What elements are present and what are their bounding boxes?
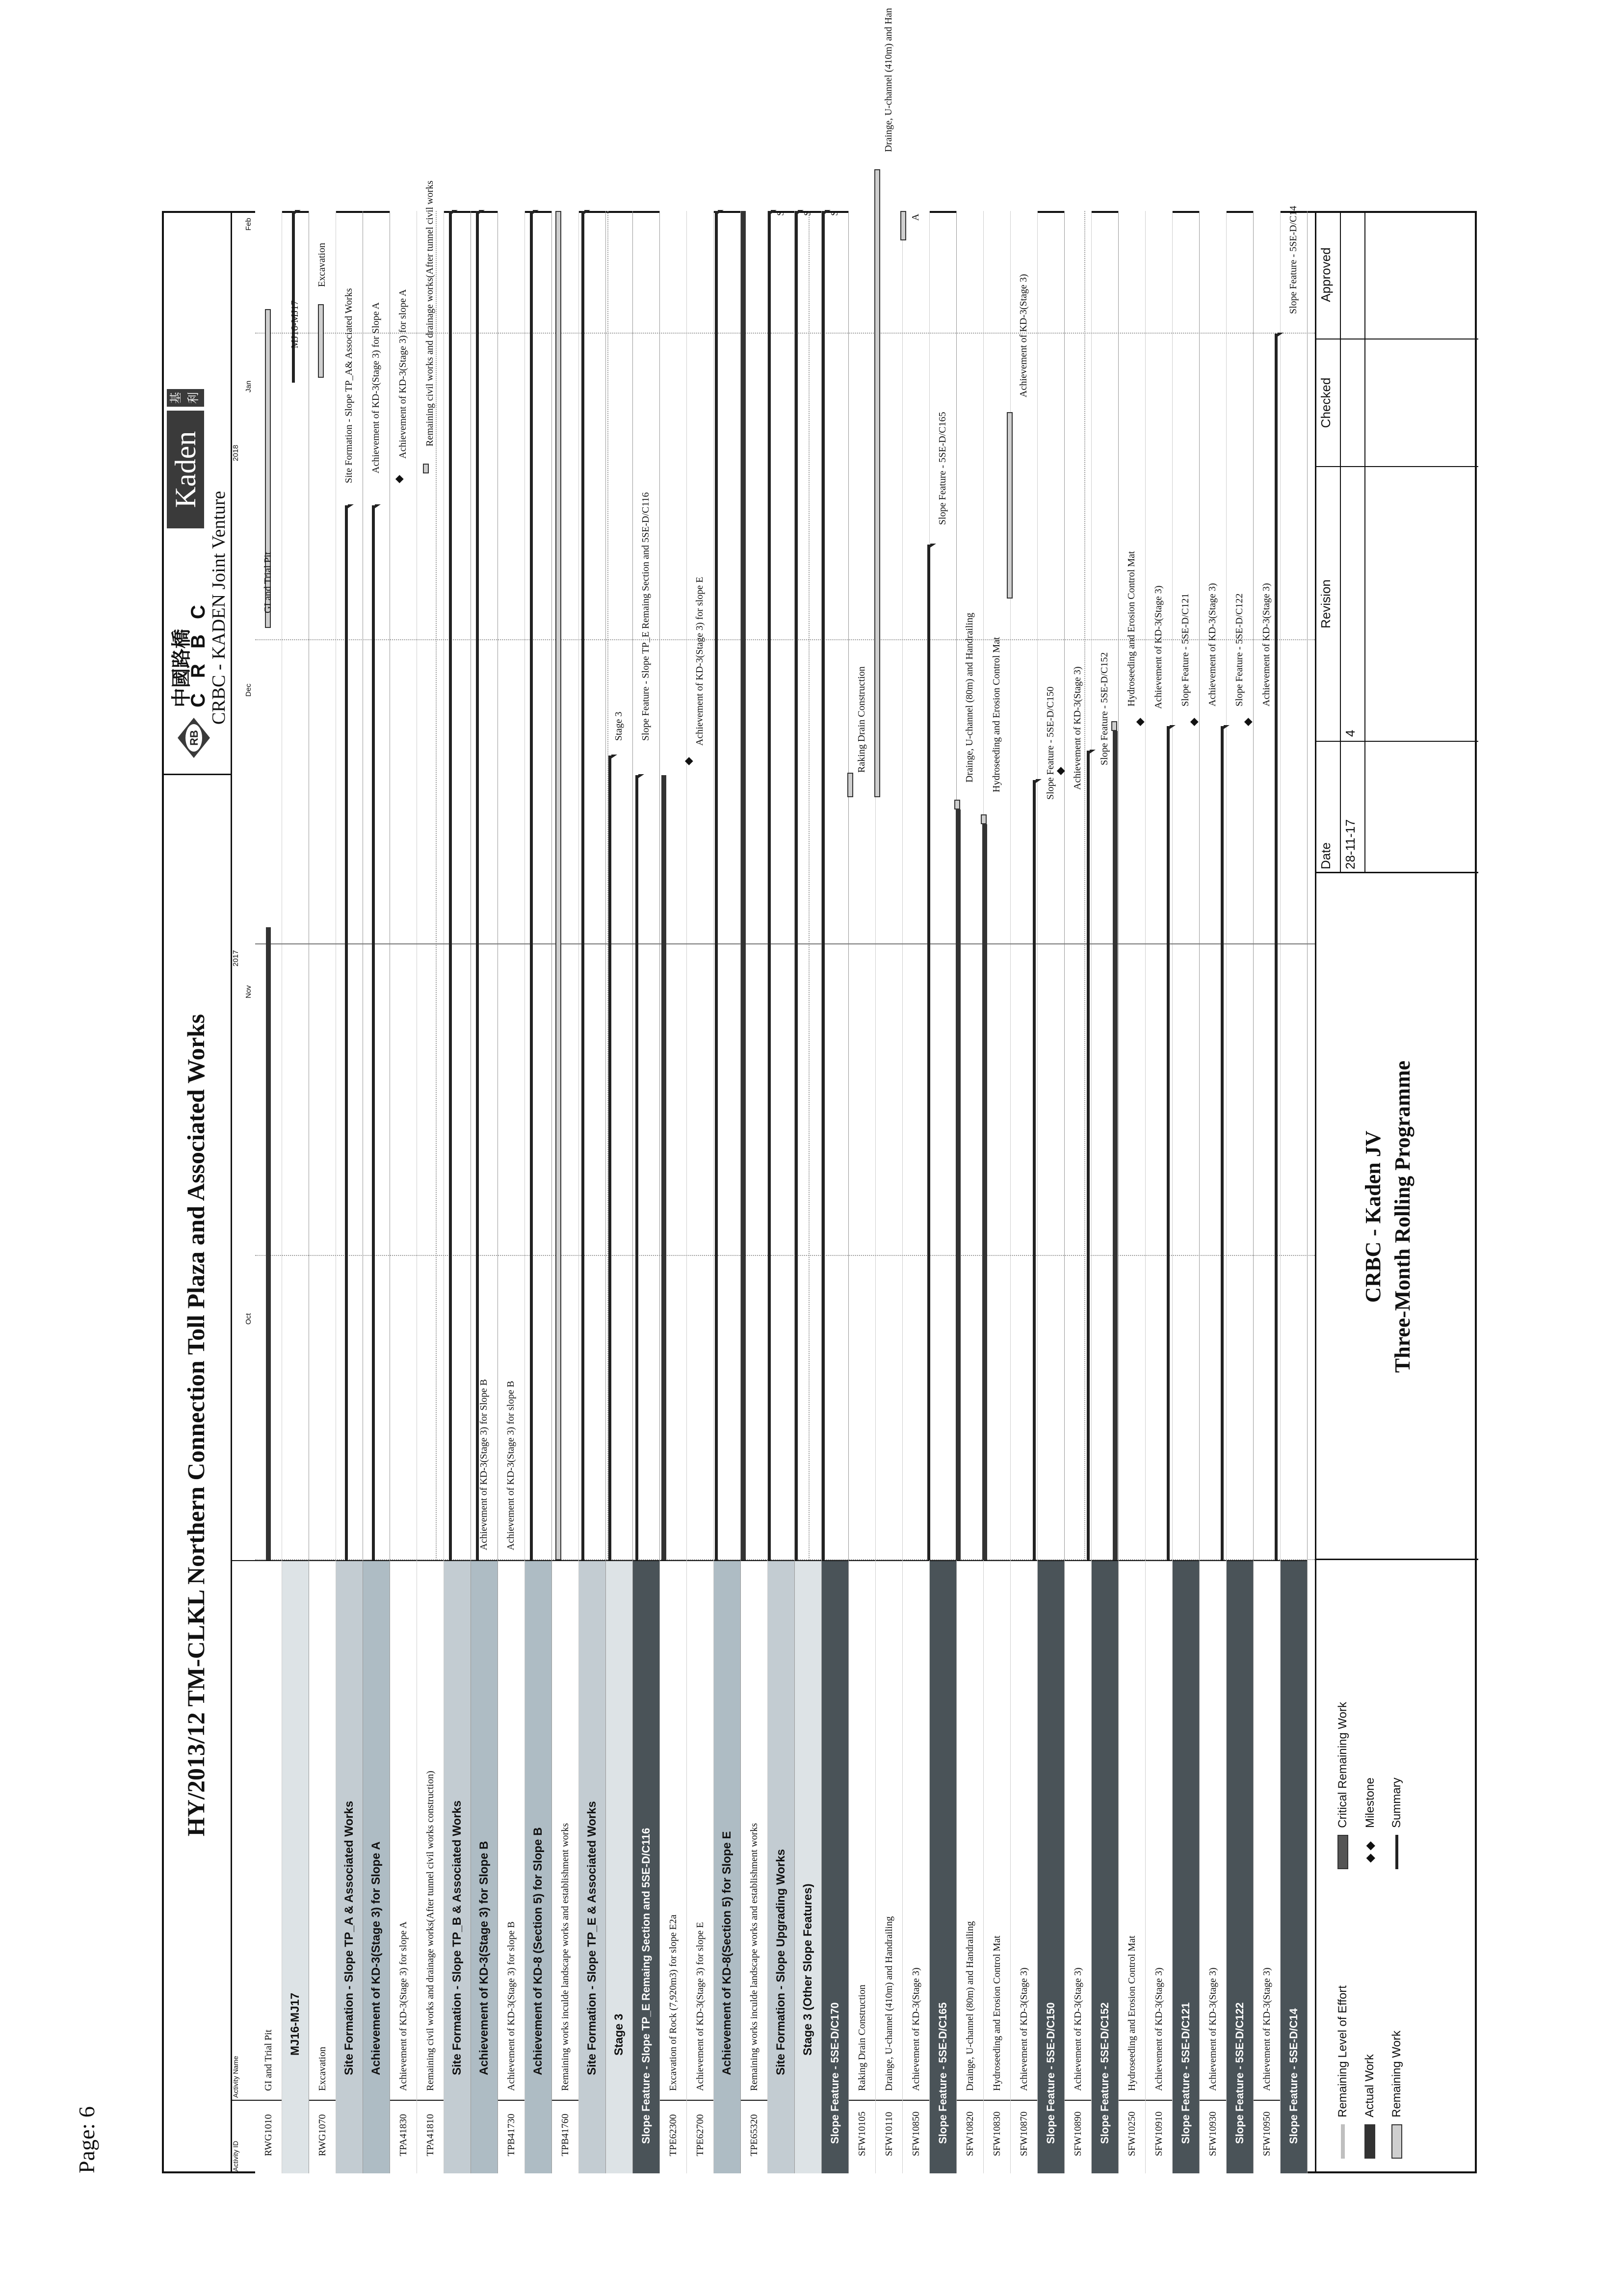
- remaining-work-bar: [1007, 412, 1013, 599]
- logo-kaden: Kaden: [167, 411, 204, 528]
- wbs-group-name: Slope Feature - 5SE-D/C121: [1173, 1560, 1199, 2173]
- actual-work-bar: [982, 824, 987, 1560]
- wbs-group-name: Site Formation - Slope TP_E & Associated Works: [579, 1560, 605, 2173]
- gantt-timeline: [255, 8, 1315, 1560]
- revision-number: 4: [1341, 466, 1365, 741]
- summary-bar: [372, 505, 375, 1560]
- bar-label: Excavation: [316, 243, 327, 287]
- wbs-group-name: Achievement of KD-3(Stage 3) for Slope B: [471, 1560, 498, 2173]
- wbs-group-name: Slope Feature - 5SE-D/C165: [930, 1560, 956, 2173]
- bar-label: Drainge, U-channel (410m) and Han: [883, 8, 894, 152]
- milestone-icon: ◆: [1187, 718, 1200, 726]
- activity-id: TPE62700: [687, 2100, 713, 2173]
- revision-approved: [1341, 211, 1365, 339]
- revision-blank: [1365, 741, 1478, 873]
- joint-venture-name: CRBC - KADEN Joint Venture: [209, 491, 229, 725]
- bar-label: Achievement of KD-3(Stage 3): [1018, 274, 1029, 397]
- wbs-group-name: Site Formation - Slope TP_B & Associated Works: [444, 1560, 471, 2173]
- bar-label: Achievement of KD-3(Stage 3): [1072, 666, 1083, 790]
- document-title: HY/2013/12 TM-CLKL Northern Connection Toll Plaza and Associated Works: [182, 1014, 210, 1837]
- activity-name: Drainge, U-channel (80m) and Handrailing: [957, 1560, 983, 2100]
- logo-crbc: C R B C: [187, 600, 209, 707]
- activity-name: Achievement of KD-3(Stage 3): [1146, 1560, 1172, 2100]
- summary-bar: [449, 211, 452, 1560]
- activity-id: SFW10890: [1065, 2100, 1091, 2173]
- activity-name: Raking Drain Construction: [849, 1560, 875, 2100]
- summary-icon: [1395, 1835, 1398, 1869]
- remaining-work-bar: [981, 814, 987, 824]
- activity-id-header: Activity ID: [231, 2100, 255, 2173]
- title-band: [162, 211, 232, 2173]
- legend-swatch: [1337, 1835, 1348, 1869]
- revision-blank: [1365, 339, 1478, 466]
- bar-label: Achievement of KD-3(Stage 3) for slope E: [694, 576, 705, 746]
- activity-name: Hydroseeding and Erosion Control Mat: [984, 1560, 1010, 2100]
- wbs-group-name: Slope Feature - Slope TP_E Remaing Section and 5SE-D/C116: [633, 1560, 659, 2173]
- wbs-group-name: Slope Feature - 5SE-D/C152: [1092, 1560, 1118, 2173]
- activity-id: SFW10910: [1146, 2100, 1172, 2173]
- bar-label: Achievement of KD-3(Stage 3) for Slope A: [370, 302, 381, 473]
- bar-label: Slope Feature - 5SE-D/C165: [937, 412, 948, 525]
- summary-bar: [1167, 726, 1170, 1560]
- legend-label: Milestone: [1363, 1777, 1377, 1828]
- wbs-group-name: Slope Feature - 5SE-D/C122: [1227, 1560, 1253, 2173]
- month-label: Jan: [244, 380, 253, 392]
- activity-name: Achievement of KD-3(Stage 3): [1065, 1560, 1091, 2100]
- wbs-group-name: Slope Feature - 5SE-D/C14: [1281, 1560, 1307, 2173]
- hgrid: [436, 211, 437, 1560]
- legend-item: [1336, 1702, 1350, 1869]
- summary-bar: [1087, 751, 1090, 1560]
- summary-bar: [476, 211, 479, 1560]
- activity-id: SFW10105: [849, 2100, 875, 2173]
- summary-bar: [795, 211, 798, 1560]
- activity-name: Achievement of KD-3(Stage 3) for slope B: [498, 1560, 524, 2100]
- bar-label: Achievement of KD-3(Stage 3) for Slope B: [478, 1379, 489, 1550]
- activity-id: SFW10930: [1200, 2100, 1226, 2173]
- activity-id: SFW10850: [903, 2100, 929, 2173]
- programme-sheet: [162, 8, 1477, 2173]
- programme-name: Three-Month Rolling Programme: [1390, 1060, 1414, 1373]
- activity-name: Remaining civil works and drainage works(After tunnel civil works construction): [417, 1560, 444, 2100]
- bar-label: Slope Feature - Slope TP_E Remaing Section and 5SE-D/C116: [640, 492, 651, 741]
- wbs-group-name: Slope Feature - 5SE-D/C170: [822, 1560, 848, 2173]
- month-label: Oct: [244, 1313, 253, 1325]
- bar-label: Slope Feature - 5SE-D/C121: [1180, 593, 1191, 706]
- legend-item: [1390, 2031, 1404, 2159]
- activity-name: Achievement of KD-3(Stage 3): [1200, 1560, 1226, 2100]
- activity-name: Achievement of KD-3(Stage 3) for slope A: [390, 1560, 417, 2100]
- bar-label: Achievement of KD-3(Stage 3) for slope B: [505, 1381, 516, 1550]
- activity-id: RWG1070: [309, 2100, 336, 2173]
- summary-bar: [608, 756, 611, 1560]
- hgrid: [809, 211, 810, 1560]
- activity-name: Excavation: [309, 1560, 336, 2100]
- logo-kaden-chinese: 基 利: [167, 389, 204, 407]
- remaining-work-bar: [847, 773, 853, 797]
- activity-id: TPA41830: [390, 2100, 417, 2173]
- bar-label: S: [775, 210, 786, 216]
- remaining-work-bar: [1111, 721, 1117, 731]
- bar-label: Raking Drain Construction: [856, 666, 867, 773]
- activity-id: TPE62300: [660, 2100, 686, 2173]
- bar-label: Site Formation - Slope TP_A& Associated Works: [343, 288, 354, 483]
- revision-table: [1316, 211, 1478, 873]
- revision-header: Checked: [1316, 339, 1341, 466]
- legend-item: [1336, 1985, 1350, 2159]
- activity-name: GI and Trial Pit: [255, 1560, 282, 2100]
- wbs-group-name: Achievement of KD-3(Stage 3) for Slope A: [363, 1560, 390, 2173]
- legend-item: [1390, 1777, 1404, 1869]
- revision-checked: [1341, 339, 1365, 466]
- legend-item: [1363, 1777, 1377, 1869]
- bar-label: Stage 3: [613, 711, 624, 741]
- summary-bar: [1033, 780, 1036, 1560]
- bar-label: Slope Feature - 5SE-D/C150: [1045, 686, 1056, 800]
- activity-id: SFW10830: [984, 2100, 1010, 2173]
- activity-id: TPB41730: [498, 2100, 524, 2173]
- actual-work-bar: [1113, 731, 1118, 1560]
- activity-name: Achievement of KD-3(Stage 3) for slope E: [687, 1560, 713, 2100]
- company-name: CRBC - Kaden JV: [1361, 1130, 1385, 1303]
- summary-bar: [1221, 726, 1224, 1560]
- legend-item: [1363, 2054, 1377, 2159]
- summary-bar: [768, 211, 771, 1560]
- bar-label: S: [829, 210, 840, 216]
- month-label: Dec: [244, 683, 253, 697]
- summary-bar: [927, 545, 930, 1560]
- wbs-group-name: Site Formation - Slope TP_A & Associated Works: [336, 1560, 363, 2173]
- activity-id: SFW10870: [1011, 2100, 1037, 2173]
- year-label: 2017: [232, 950, 240, 966]
- svg-text:RB: RB: [188, 730, 200, 746]
- legend-label: Summary: [1390, 1777, 1403, 1828]
- activity-name: Remaining works inculde landscape works and establishment works: [741, 1560, 767, 2100]
- activity-name: Achievement of KD-3(Stage 3): [903, 1560, 929, 2100]
- bar-label: Achievement of KD-3(Stage 3): [1153, 585, 1164, 709]
- wbs-group-name: MJ16-MJ17: [282, 1560, 309, 2173]
- legend-label: Critical Remaining Work: [1336, 1702, 1349, 1828]
- legend: [1316, 1559, 1478, 2173]
- legend-swatch: [1341, 2124, 1345, 2159]
- bar-label: A: [910, 213, 921, 221]
- summary-bar: [292, 211, 295, 383]
- activity-name: Achievement of KD-3(Stage 3): [1254, 1560, 1280, 2100]
- gridline: [255, 1255, 1315, 1256]
- activity-name: Drainge, U-channel (410m) and Handrailing: [876, 1560, 902, 2100]
- revision-header: Revision: [1316, 466, 1341, 741]
- legend-label: Actual Work: [1363, 2054, 1376, 2117]
- month-label: Nov: [244, 985, 253, 998]
- activity-name-header: Activity Name: [231, 1560, 255, 2100]
- bar-label: S: [802, 210, 813, 216]
- activity-id: TPB41760: [552, 2100, 578, 2173]
- timescale-header: [231, 211, 255, 1560]
- wbs-group-name: Stage 3 (Other Slope Features): [795, 1560, 821, 2173]
- remaining-work-bar: [423, 464, 429, 473]
- bar-label: Slope Feature - 5SE-D/C14: [1288, 206, 1299, 314]
- actual-work-bar: [266, 927, 271, 1560]
- legend-swatch: [1391, 2124, 1402, 2159]
- column-header-row: [231, 211, 256, 2173]
- summary-bar: [715, 211, 718, 1560]
- remaining-work-bar: [900, 211, 906, 240]
- activity-name: Excavation of Rock (7,920m3) for slope E2a: [660, 1560, 686, 2100]
- actual-work-bar: [741, 211, 746, 1560]
- summary-bar: [345, 505, 348, 1560]
- activity-id: SFW10820: [957, 2100, 983, 2173]
- month-gridline: [255, 943, 1315, 944]
- summary-bar: [530, 211, 533, 1560]
- year-label: 2018: [232, 444, 240, 461]
- summary-bar: [581, 211, 584, 1560]
- logo-chinese-name: 中國路橋: [170, 629, 193, 707]
- bar-label: Drainge, U-channel (80m) and Handrailing: [964, 613, 975, 783]
- remaining-work-bar: [318, 304, 324, 378]
- bar-label: Remaining civil works and drainage works(After tunnel civil works: [424, 180, 435, 446]
- bar-label: MJ16-MJ17: [289, 300, 300, 348]
- legend-label: Remaining Level of Effort: [1336, 1985, 1349, 2117]
- milestone-icon: ◆: [1241, 718, 1254, 726]
- wbs-group-name: Site Formation - Slope Upgrading Works: [768, 1560, 794, 2173]
- milestone-icon: ◆ ◆: [1363, 1841, 1377, 1863]
- activity-id: TPA41810: [417, 2100, 444, 2173]
- gridline: [255, 333, 1315, 334]
- hgrid: [1084, 211, 1085, 1560]
- wbs-group-name: Stage 3: [606, 1560, 632, 2173]
- activity-name: Remaining works inculde landscape works and establishment works: [552, 1560, 578, 2100]
- month-label: Feb: [244, 218, 253, 231]
- milestone-icon: ◆: [1054, 767, 1066, 775]
- bar-label: GI and Trial Pit: [262, 551, 273, 613]
- activity-id: SFW10110: [876, 2100, 902, 2173]
- activity-id: TPE65320: [741, 2100, 767, 2173]
- milestone-icon: ◆: [1133, 718, 1146, 726]
- footer: [1315, 211, 1478, 2173]
- revision-header: Date: [1316, 741, 1341, 873]
- actual-work-bar: [661, 775, 666, 1560]
- bar-label: Hydroseeding and Erosion Control Mat: [991, 637, 1002, 792]
- timeline-edge: [255, 1559, 1315, 1560]
- wbs-group-name: Achievement of KD-8 (Section 5) for Slope B: [525, 1560, 551, 2173]
- activity-id: SFW10950: [1254, 2100, 1280, 2173]
- rb-logo-icon: [177, 717, 211, 759]
- revision-header: Approved: [1316, 211, 1341, 339]
- remaining-work-bar: [874, 169, 880, 797]
- summary-bar: [635, 775, 638, 1560]
- summary-bar: [1275, 334, 1278, 1560]
- activity-id: RWG1010: [255, 2100, 282, 2173]
- remaining-work-bar: [555, 211, 561, 1560]
- activity-name: Hydroseeding and Erosion Control Mat: [1119, 1560, 1145, 2100]
- summary-bar: [822, 211, 825, 1560]
- bar-label: Achievement of KD-3(Stage 3) for slope A: [397, 289, 408, 459]
- bar-label: Slope Feature - 5SE-D/C152: [1099, 652, 1110, 765]
- company-logo-block: [162, 209, 231, 775]
- actual-work-bar: [956, 809, 961, 1560]
- revision-date: 28-11-17: [1341, 741, 1365, 873]
- wbs-group-name: Achievement of KD-8(Section 5) for Slope E: [714, 1560, 740, 2173]
- page-number: Page: 6: [74, 2106, 99, 2173]
- activity-id: SFW10250: [1119, 2100, 1145, 2173]
- bar-label: Slope Feature - 5SE-D/C122: [1234, 593, 1245, 706]
- revision-blank: [1365, 466, 1478, 741]
- legend-swatch: [1364, 2124, 1375, 2159]
- bar-label: Hydroseeding and Erosion Control Mat: [1126, 551, 1137, 706]
- remaining-work-bar: [954, 800, 960, 809]
- activity-name: Achievement of KD-3(Stage 3): [1011, 1560, 1037, 2100]
- milestone-icon: ◆: [393, 475, 405, 483]
- legend-label: Remaining Work: [1390, 2031, 1403, 2117]
- wbs-group-name: Slope Feature - 5SE-D/C150: [1038, 1560, 1064, 2173]
- milestone-icon: ◆: [682, 757, 694, 765]
- bar-label: Achievement of KD-3(Stage 3): [1261, 583, 1272, 706]
- programme-title-block: [1316, 872, 1478, 1560]
- bar-label: Achievement of KD-3(Stage 3): [1207, 583, 1218, 706]
